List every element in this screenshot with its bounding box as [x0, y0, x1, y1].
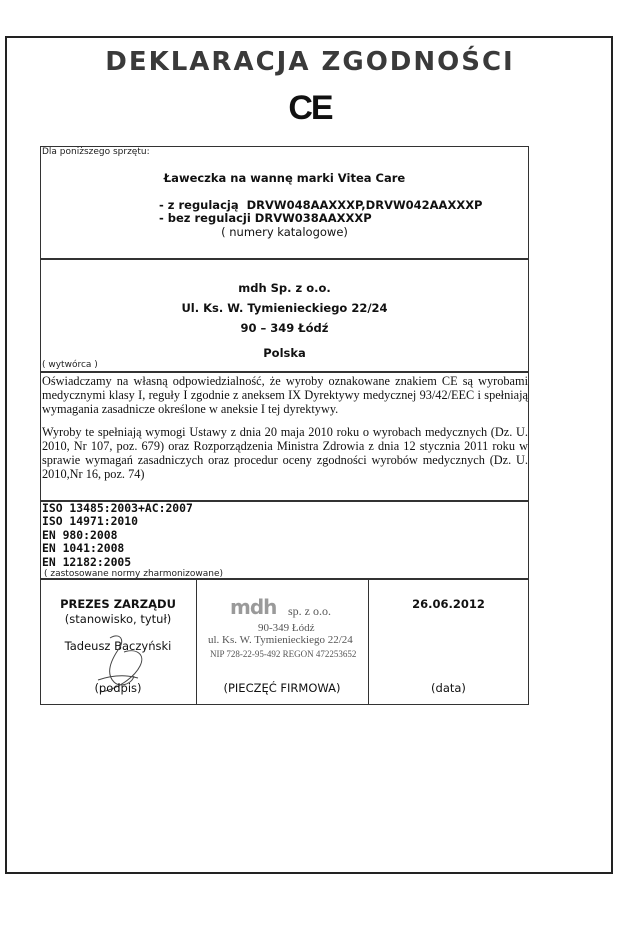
stamp-company: sp. z o.o. [288, 604, 331, 618]
stamp-ids: NIP 728-22-95-492 REGON 472253652 [210, 649, 357, 659]
document-title: DEKLARACJA ZGODNOŚCI [105, 47, 515, 77]
signer-name: Tadeusz Baczyński [64, 639, 172, 653]
manufacturer-street: Ul. Ks. W. Tymienieckiego 22/24 [181, 301, 388, 315]
product-caption: Dla poniższego sprzętu: [42, 147, 150, 157]
declaration-paragraph-1: Oświadczamy na własną odpowiedzialność, że wyroby oznakowane znakiem CE są wyrobami medycznymi klasy I, reguły I zgodnie z aneksem IX Dyrektywy medycznej 93/42/EEC i spełniają wymagania zasadnicze określone w aneksie I tej dyrektywy. [42, 374, 528, 416]
declaration-date: 26.06.2012 [412, 597, 485, 611]
manufacturer-city: 90 – 349 Łódź [240, 321, 329, 335]
manufacturer-caption: ( wytwórca ) [42, 360, 98, 370]
stamp-street: ul. Ks. W. Tymienieckiego 22/24 [208, 634, 353, 646]
standard-item: EN 1041:2008 [42, 541, 125, 555]
signer-position-caption: (stanowisko, tytuł) [64, 612, 172, 626]
standard-item: EN 980:2008 [42, 528, 118, 542]
stamp-caption: (PIECZĘĆ FIRMOWA) [223, 681, 341, 695]
signature-caption: (podpis) [94, 681, 142, 695]
product-variant-fixed: - bez regulacji DRVW038AAXXXP [159, 211, 372, 225]
stamp-logo: mdh [230, 595, 277, 619]
product-variant-adjustable: - z regulacją DRVW048AAXXXP,DRVW042AAXXXP [159, 198, 483, 212]
product-name: Ławeczka na wannę marki Vitea Care [163, 171, 406, 185]
stamp-city: 90-349 Łódź [258, 622, 315, 634]
company-stamp [196, 583, 368, 671]
standards-caption: ( zastosowane normy zharmonizowane) [44, 569, 224, 579]
signer-position: PREZES ZARZĄDU [60, 597, 176, 611]
catalog-numbers-note: ( numery katalogowe) [221, 225, 348, 239]
standard-item: ISO 14971:2010 [42, 514, 139, 528]
date-caption: (data) [431, 681, 466, 695]
standard-item: EN 12182:2005 [42, 555, 132, 569]
manufacturer-country: Polska [263, 346, 306, 360]
ce-mark: CE [288, 89, 332, 127]
standard-item: ISO 13485:2003+AC:2007 [42, 501, 193, 515]
declaration-paragraph-2: Wyroby te spełniają wymogi Ustawy z dnia 20 maja 2010 roku o wyrobach medycznych (Dz. U. 2010, Nr 107, poz. 679) oraz Rozporządzenia Ministra Zdrowia z dnia 12 stycznia 2011 roku w sprawie wymagań zasadniczych oraz procedur oceny zgodności wyrobów medycznych (Dz. U. 2010,Nr 16, poz. 74) [42, 425, 528, 481]
manufacturer-name: mdh Sp. z o.o. [238, 281, 331, 295]
